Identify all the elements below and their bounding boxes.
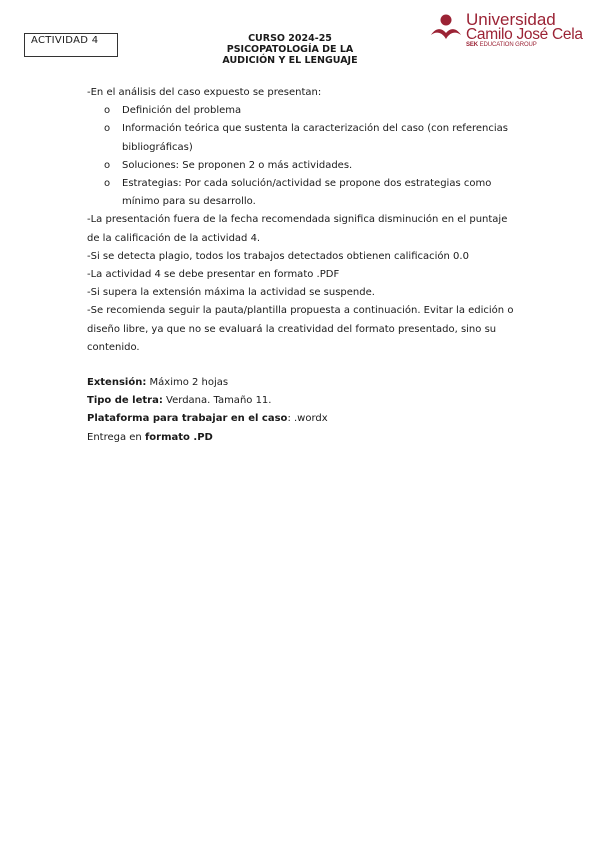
intro-text: -En el análisis del caso expuesto se presentan: xyxy=(87,87,322,98)
logo-line-3 xyxy=(466,42,537,49)
bullet: o xyxy=(104,159,111,171)
requirements-list xyxy=(87,102,517,211)
list-item xyxy=(87,120,517,156)
course-title xyxy=(200,33,380,66)
paragraph-late-delivery: -La presentación fuera de la fecha recomendada significa disminución en el puntaje de la calificación de la actividad 4. xyxy=(87,214,508,244)
list-item xyxy=(87,175,517,211)
font-value: Verdana. Tamaño 11. xyxy=(162,395,272,407)
course-line-3: AUDICIÓN Y EL LENGUAJE xyxy=(222,55,358,66)
logo-group: EDUCATION GROUP xyxy=(478,42,537,48)
course-line-1: CURSO 2024-25 xyxy=(248,33,332,44)
instructions xyxy=(87,84,517,357)
list-item-text: Soluciones: Se proponen 2 o más actividades. xyxy=(122,159,353,171)
bullet: o xyxy=(104,178,111,190)
paragraph-plagiarism: -Si se detecta plagio, todos los trabajos detectados obtienen calificación 0.0 xyxy=(87,250,469,262)
logo-sek: SEK xyxy=(466,42,479,48)
platform-label: Plataforma para trabajar en el caso xyxy=(87,413,288,425)
list-item-text: Definición del problema xyxy=(122,105,242,117)
paragraph-format: -La actividad 4 se debe presentar en formato .PDF xyxy=(87,269,340,281)
activity-box xyxy=(24,33,118,57)
bullet: o xyxy=(104,123,111,135)
activity-label: ACTIVIDAD 4 xyxy=(31,35,99,46)
platform-value: : .wordx xyxy=(287,413,328,425)
font-line xyxy=(87,392,328,410)
delivery-line xyxy=(87,429,328,447)
submission-details xyxy=(87,374,328,447)
extension-value: Máximo 2 hojas xyxy=(146,377,229,388)
paragraph-template: -Se recomienda seguir la pauta/plantilla propuesta a continuación. Evitar la edición o diseño libre, ya que no se evaluará la creatividad del formato presentado, sino su contenido. xyxy=(87,305,514,353)
list-item xyxy=(87,102,517,120)
course-line-2: PSICOPATOLOGÍA DE LA xyxy=(226,44,354,55)
font-label: Tipo de letra: xyxy=(87,395,163,407)
extension-label: Extensión: xyxy=(87,377,147,388)
logo-line-1: Universidad xyxy=(466,10,556,29)
delivery-prefix: Entrega en xyxy=(87,431,145,443)
list-item-text: Información teórica que sustenta la caracterización del caso (con referencias bibliográficas) xyxy=(122,123,508,153)
university-logo xyxy=(430,11,598,51)
platform-line xyxy=(87,410,328,428)
bullet: o xyxy=(104,105,111,117)
logo-mark-icon xyxy=(430,13,462,43)
delivery-format: formato .PD xyxy=(144,431,213,443)
list-item xyxy=(87,157,517,175)
extension-line xyxy=(87,374,328,392)
list-item-text: Estrategias: Por cada solución/actividad se propone dos estrategias como mínimo para su desarrollo. xyxy=(122,178,492,208)
logo-line-2: Camilo José Cela xyxy=(466,26,583,43)
paragraph-extension: -Si supera la extensión máxima la actividad se suspende. xyxy=(87,287,375,299)
